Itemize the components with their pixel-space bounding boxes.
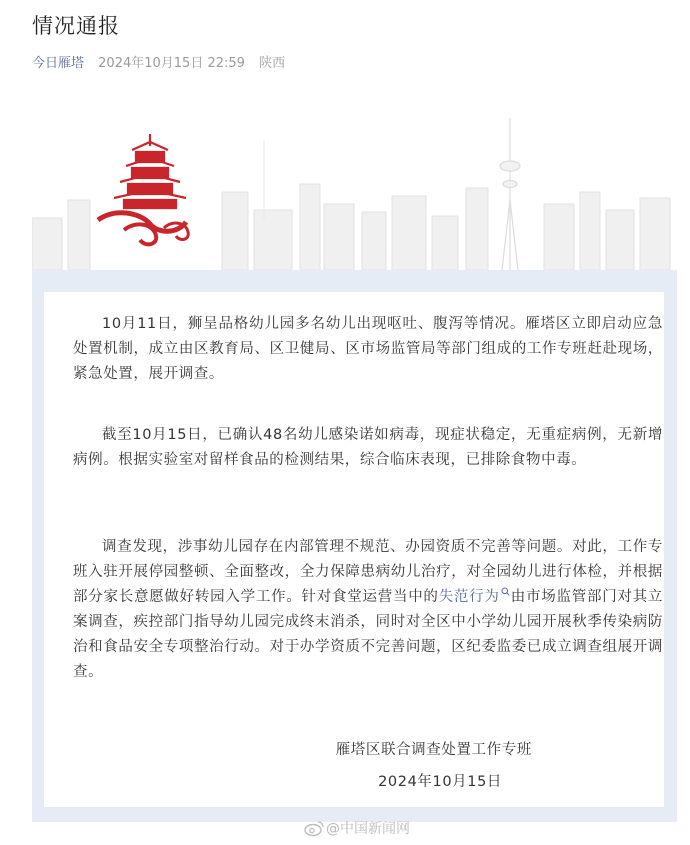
city-skyline-illustration	[32, 100, 677, 270]
publish-location: 陕西	[259, 56, 286, 71]
paragraph-3-text-end: 由市场监管部门对其立案调查，疾控部门指导幼儿园完成终末消杀，同时对全区中小学幼儿园开展秋季传染病防治和食品安全专项整治行动。对于办学资质不完善问题，区纪委监委已成立调查组展开调查。	[73, 589, 664, 680]
pagoda-logo-icon	[98, 134, 188, 244]
signature-date-text: 2024年10月15日	[378, 774, 502, 790]
account-name-link[interactable]: 今日雁塔	[32, 56, 85, 71]
publish-datetime: 2024年10月15日 22:59	[98, 56, 245, 71]
search-icon[interactable]	[501, 587, 510, 596]
notice-paragraph-2: 截至10月15日，已确认48名幼儿感染诺如病毒，现症状稳定，无重症病例，无新增病例。根据实验室对留样食品的检测结果，综合临床表现，已排除食物中毒。	[73, 427, 663, 468]
notice-paragraph-3	[73, 535, 663, 685]
watermark-text: @中国新闻网	[326, 821, 410, 837]
search-keyword-link[interactable]: 失范行为	[438, 589, 500, 605]
notice-card	[44, 292, 664, 807]
signature-organization-text: 雁塔区联合调查处置工作专班	[335, 742, 532, 758]
notice-paragraph-1: 10月11日，狮呈品格幼儿园多名幼儿出现呕吐、腹泻等情况。雁塔区立即启动应急处置机制，成立由区教育局、区卫健局、区市场监管局等部门组成的工作专班赶赴现场，紧急处置，展开调查。	[73, 316, 663, 382]
notice-panel	[32, 270, 677, 822]
article-title: 情况通报	[32, 14, 120, 38]
paragraph-3-text-start: 调查发现，涉事幼儿园存在内部管理不规范、办园资质不完善等问题。对此，工作专班入驻开展停园整顿、全面整改，全力保障患病幼儿治疗，对全园幼儿进行体检，并根据部分家长意愿做好转园入学工作。针对食堂运营当中的	[73, 539, 663, 605]
source-watermark	[304, 818, 410, 838]
weibo-logo-icon	[304, 819, 324, 837]
header-banner-image	[32, 100, 677, 270]
article-meta	[32, 52, 285, 71]
